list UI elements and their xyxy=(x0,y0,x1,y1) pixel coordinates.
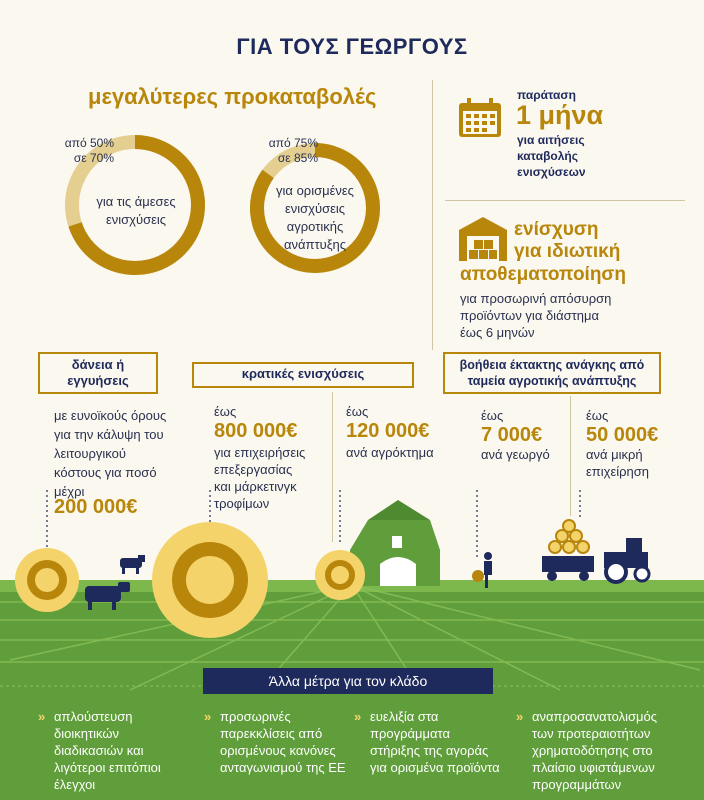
direct-label-line: ενισχύσεις xyxy=(105,212,167,227)
rural-range-to: σε 85% xyxy=(277,151,318,165)
storage-label-line: προϊόντων για διάστημα xyxy=(460,308,599,323)
chevron-right-icon: » xyxy=(354,709,362,724)
other-measure-item xyxy=(38,708,161,793)
other-measure-line: απλούστευση xyxy=(54,709,133,724)
direct-label-line: για τις άμεσες xyxy=(96,194,176,209)
storage-title-line: ενίσχυση xyxy=(514,219,599,240)
emergency-b-upto: έως xyxy=(586,408,609,423)
emergency-b-line: ανά μικρή xyxy=(586,447,643,462)
chevron-right-icon: » xyxy=(204,709,212,724)
emergency-a-upto: έως xyxy=(481,408,504,423)
storage-label xyxy=(460,290,611,341)
loans-desc xyxy=(54,406,166,501)
calendar-icon xyxy=(458,98,502,138)
loans-desc-line: με ευνοϊκούς όρους xyxy=(54,408,167,423)
extension-label-line: καταβολής xyxy=(517,149,578,163)
state-aid-a-desc xyxy=(214,444,305,512)
state-aid-a-line: και μάρκετινγκ xyxy=(214,479,297,494)
rural-label-line: ενισχύσεις xyxy=(284,201,346,216)
other-measure-line: διαδικασιών και xyxy=(54,743,144,758)
direct-range xyxy=(62,136,114,166)
other-measure-line: ευελιξία στα xyxy=(370,709,439,724)
chevron-right-icon: » xyxy=(516,709,524,724)
chevron-right-icon: » xyxy=(38,709,46,724)
advances-heading: μεγαλύτερες προκαταβολές xyxy=(88,84,377,109)
emergency-b-line: επιχείρηση xyxy=(586,464,650,479)
other-measure-line: διοικητικών xyxy=(54,726,119,741)
other-measure-line: προγραμμάτων xyxy=(532,777,622,792)
direct-range-to: σε 70% xyxy=(73,151,114,165)
state-aid-a-line: επεξεργασίας xyxy=(214,462,293,477)
emergency-box-line: βοήθεια έκτακτης ανάγκης από xyxy=(459,358,645,372)
tractor-icon xyxy=(542,520,649,582)
loans-box-line: εγγυήσεις xyxy=(67,373,129,388)
other-measure-line: πλαίσιο υφιστάμενων xyxy=(532,760,655,775)
state-aid-a-line: τροφίμων xyxy=(214,496,270,511)
storage-label-line: έως 6 μηνών xyxy=(460,325,535,340)
extension-value: 1 μήνα xyxy=(516,100,604,130)
loans-amount: 200 000€ xyxy=(54,496,138,518)
emergency-a-desc: ανά γεωργό xyxy=(481,447,550,462)
rural-label-line: για ορισμένες xyxy=(276,183,354,198)
other-measures-bar: Άλλα μέτρα για τον κλάδο xyxy=(203,668,493,694)
other-measure-item xyxy=(516,708,658,793)
rural-range xyxy=(256,136,318,166)
storage-title-a xyxy=(514,219,620,263)
state-aid-a-amount: 800 000€ xyxy=(214,420,298,442)
divider-state-aid xyxy=(332,392,333,542)
emergency-a-amount: 7 000€ xyxy=(481,424,543,446)
hay-bale-800k xyxy=(152,490,268,638)
emergency-b-desc xyxy=(586,446,649,480)
extension-label-line: ενισχύσεων xyxy=(517,165,586,179)
state-aid-box: κρατικές ενισχύσεις xyxy=(192,362,414,388)
state-aid-b-upto: έως xyxy=(346,404,369,419)
other-measure-line: προσωρινές xyxy=(220,709,291,724)
direct-label xyxy=(78,193,194,229)
storage-label-line: για προσωρινή απόσυρση xyxy=(460,291,612,306)
other-measure-line: αναπροσανατολισμός xyxy=(532,709,658,724)
other-measure-line: στήριξης της αγοράς xyxy=(370,743,489,758)
rural-label xyxy=(265,182,365,254)
other-measure-line: προγράμματα xyxy=(370,726,450,741)
other-measure-line: ορισμένους κανόνες xyxy=(220,743,336,758)
storage-title-b: αποθεματοποίηση xyxy=(460,264,627,285)
loans-box-line: δάνεια ή xyxy=(71,357,125,372)
extension-label-line: για αιτήσεις xyxy=(517,133,585,147)
loans-desc-line: μέχρι xyxy=(54,484,85,499)
other-measure-line: έλεγχοι xyxy=(54,777,96,792)
rural-range-from: από 75% xyxy=(268,136,318,150)
loans-desc-line: λειτουργικού xyxy=(54,446,126,461)
other-measure-item xyxy=(204,708,346,776)
storage-title-line: για ιδιωτική xyxy=(514,241,621,262)
other-measure-line: των προτεραιοτήτων xyxy=(532,726,651,741)
loans-desc-line: για την κάλυψη του xyxy=(54,427,164,442)
direct-range-from: από 50% xyxy=(64,136,114,150)
other-measure-item xyxy=(354,708,500,776)
emergency-box-line: ταμεία αγροτικής ανάπτυξης xyxy=(467,374,637,388)
rural-label-line: ανάπτυξης xyxy=(283,237,347,252)
other-measure-line: παρεκκλίσεις από xyxy=(220,726,323,741)
warehouse-icon xyxy=(458,216,508,262)
page-title: ΓΙΑ ΤΟΥΣ ΓΕΩΡΓΟΥΣ xyxy=(236,34,468,59)
other-measure-line: χρηματοδότησης στο xyxy=(532,743,653,758)
extension-label xyxy=(517,132,586,180)
state-aid-b-desc: ανά αγρόκτημα xyxy=(346,445,434,460)
other-measure-line: λιγότεροι επιτόπιοι xyxy=(54,760,161,775)
emergency-b-amount: 50 000€ xyxy=(586,424,659,446)
other-measure-line: για ορισμένα προϊόντα xyxy=(370,760,500,775)
extension-prefix: παράταση xyxy=(517,88,576,102)
emergency-box xyxy=(443,352,661,394)
state-aid-a-line: για επιχειρήσεις xyxy=(214,445,306,460)
state-aid-a-upto: έως xyxy=(214,404,237,419)
rural-label-line: αγροτικής xyxy=(286,219,344,234)
loans-desc-line: κόστους για ποσό xyxy=(54,465,157,480)
state-aid-b-amount: 120 000€ xyxy=(346,420,430,442)
other-measure-line: ανταγωνισμού της ΕΕ xyxy=(220,760,346,775)
loans-box xyxy=(38,352,158,394)
divider-emergency xyxy=(570,396,571,516)
